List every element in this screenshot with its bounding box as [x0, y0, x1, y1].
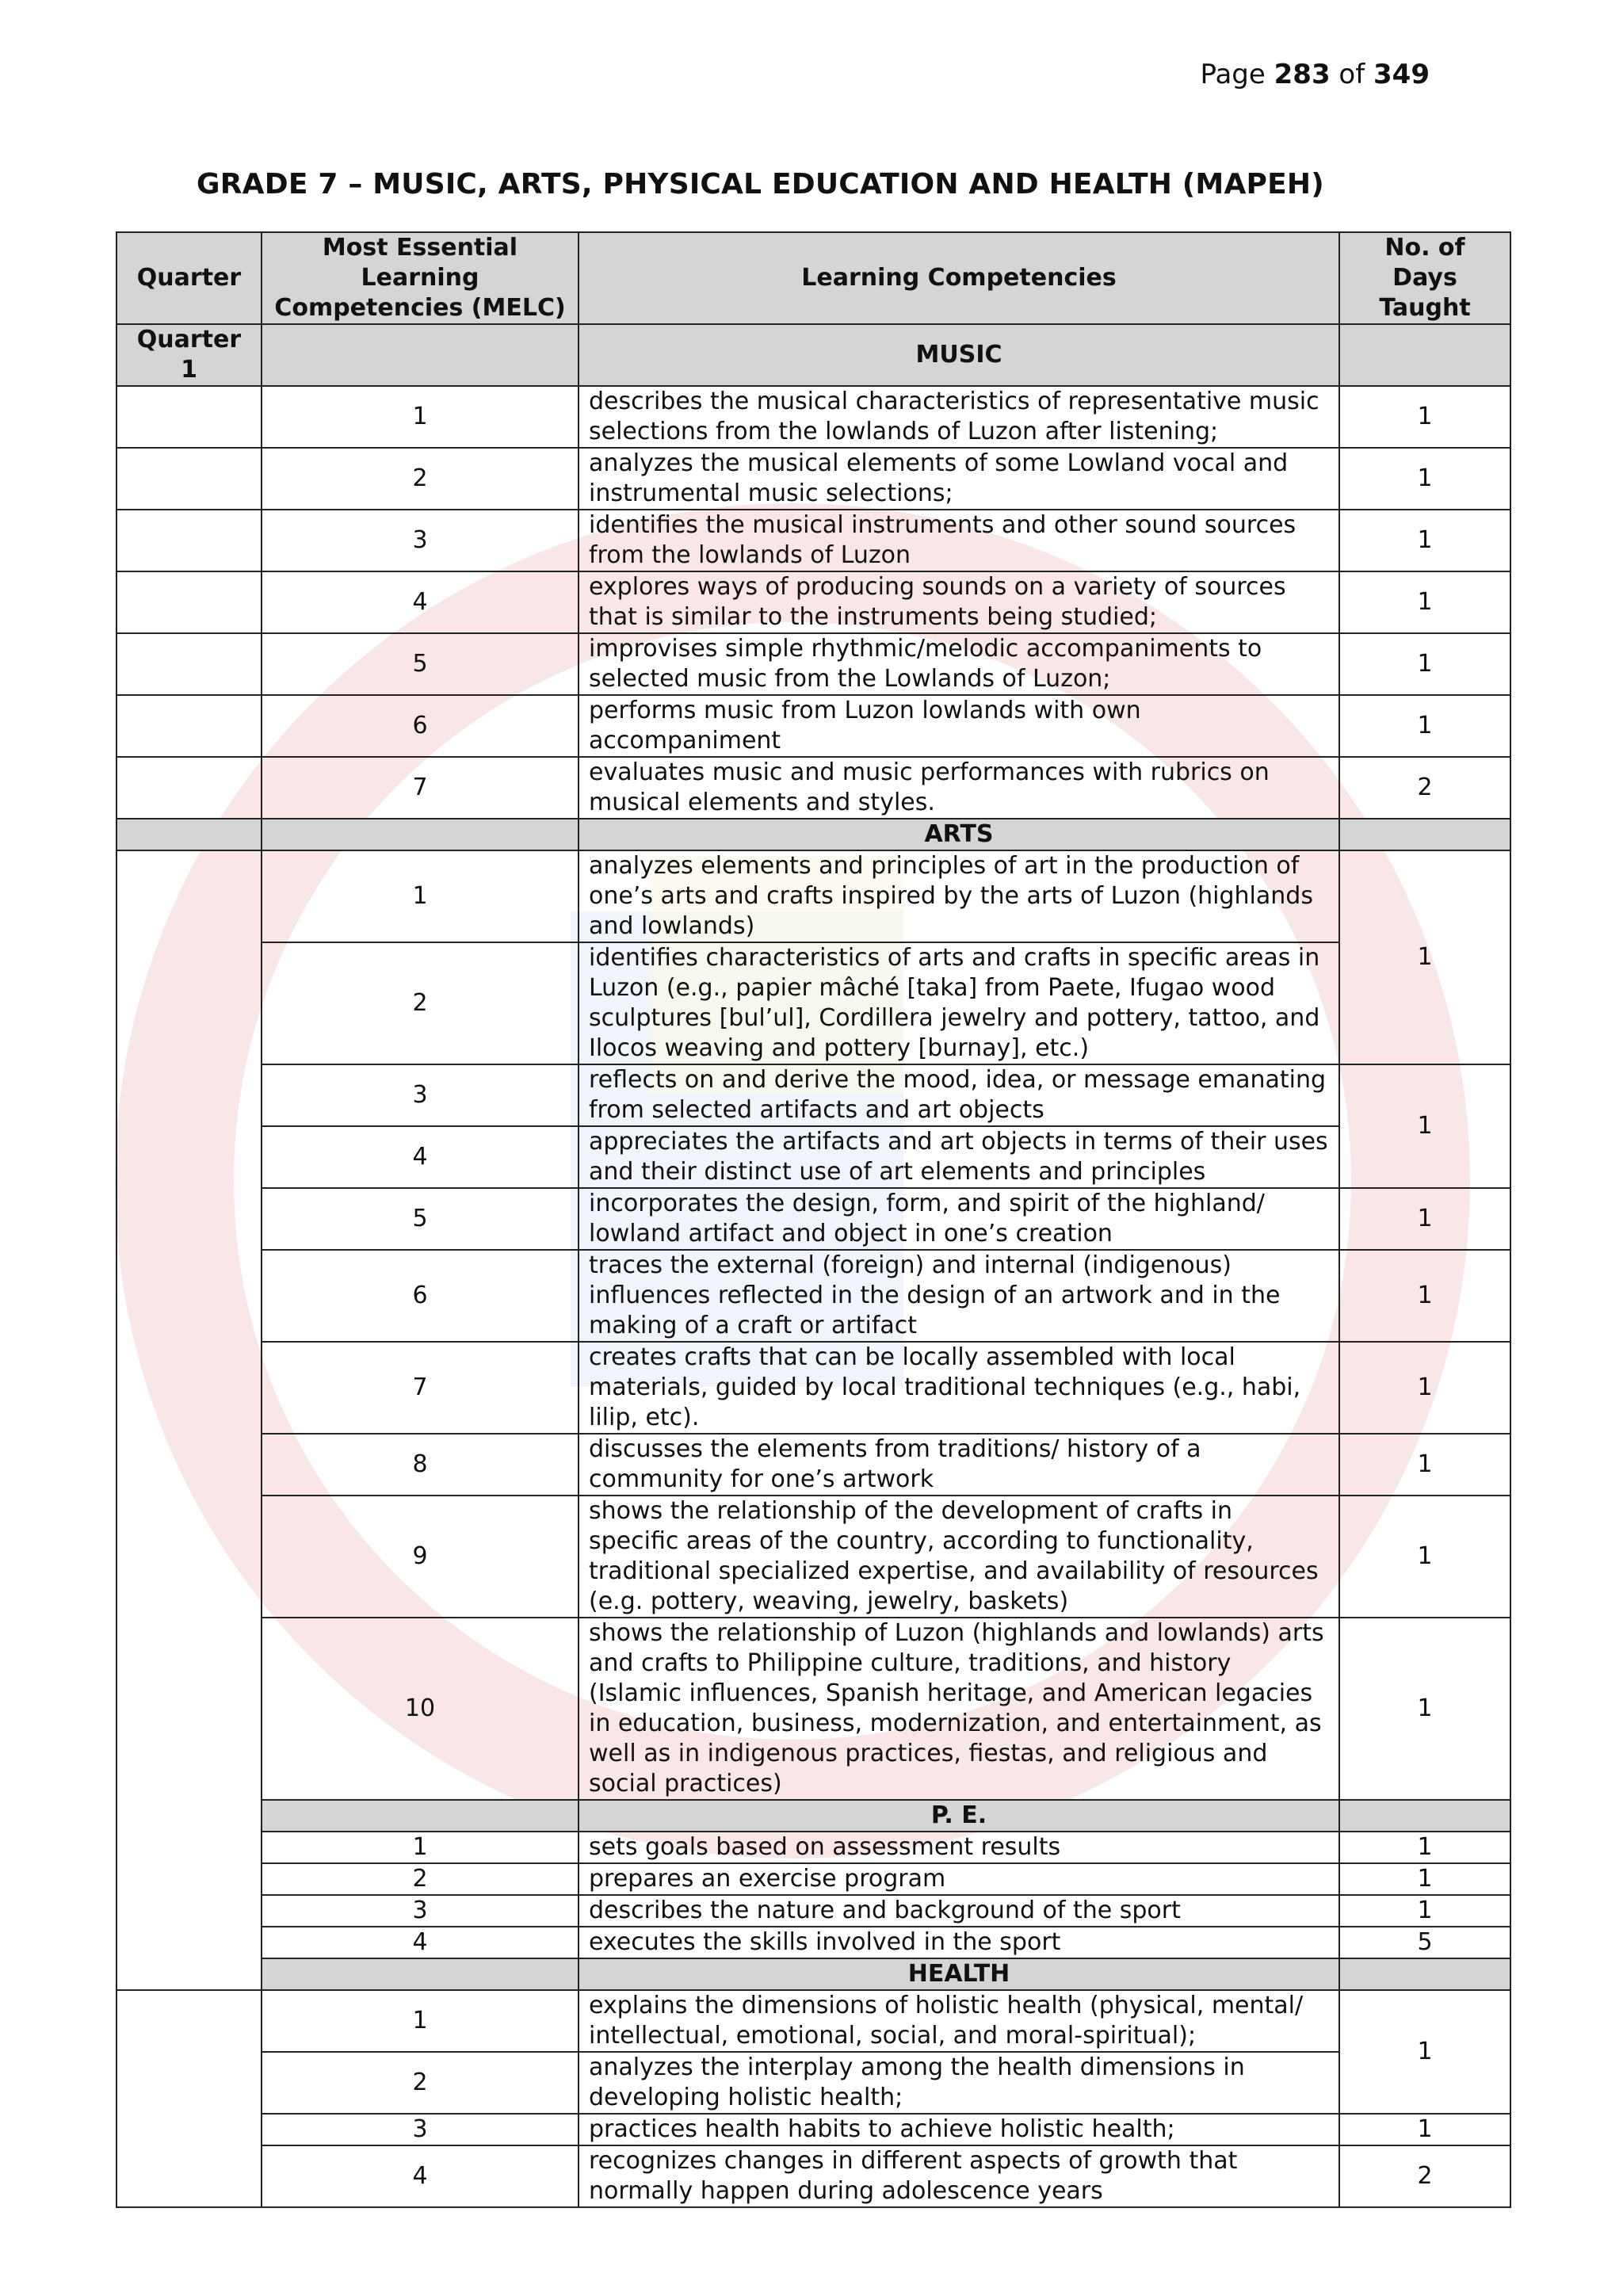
table-row: 7 creates crafts that can be locally assembled with local materials, guided by local traditional techniques (e.g., habi, lilip, etc). 1	[116, 1342, 1510, 1434]
page-number: Page 283 of 349	[1200, 59, 1430, 90]
header-quarter: Quarter	[116, 232, 262, 324]
section-row-arts	[116, 819, 1510, 850]
document-title: GRADE 7 – MUSIC, ARTS, PHYSICAL EDUCATION AND HEALTH (MAPEH)	[197, 168, 1324, 201]
table-row: 4 explores ways of producing sounds on a variety of sources that is similar to the instruments being studied; 1	[116, 571, 1510, 633]
table-row: 3 describes the nature and background of the sport 1	[116, 1895, 1510, 1927]
section-title-health: HEALTH	[579, 1958, 1339, 1990]
table-row: 1 explains the dimensions of holistic health (physical, mental/ intellectual, emotional, social, and moral-spiritual); 1	[116, 1990, 1510, 2052]
table-row: 1 sets goals based on assessment results 1	[116, 1832, 1510, 1863]
table-row: 2 analyzes the musical elements of some Lowland vocal and instrumental music selections; 1	[116, 448, 1510, 510]
table-row: 6 traces the external (foreign) and internal (indigenous) influences reflected in the design of an artwork and in the making of a craft or artifact 1	[116, 1250, 1510, 1342]
section-row-health	[116, 1958, 1510, 1990]
section-title-pe: P. E.	[579, 1800, 1339, 1832]
table-row: 2 prepares an exercise program 1	[116, 1863, 1510, 1895]
table-row: 5 incorporates the design, form, and spirit of the highland/ lowland artifact and object in one’s creation 1	[116, 1188, 1510, 1250]
table-row: 3 practices health habits to achieve holistic health; 1	[116, 2114, 1510, 2145]
section-row-pe	[116, 1800, 1510, 1832]
header-competencies: Learning Competencies	[579, 232, 1339, 324]
table-row: 2 analyzes the interplay among the health dimensions in developing holistic health;	[116, 2052, 1510, 2114]
quarter-label: Quarter 1	[116, 324, 262, 386]
table-row: 9 shows the relationship of the development of crafts in specific areas of the country, according to functionality, traditional specialized expertise, and availability of resources (e.g. pottery, weaving, jewelry, baskets) 1	[116, 1496, 1510, 1618]
header-melc: Most Essential Learning Competencies (MELC)	[262, 232, 579, 324]
table-row: 4 executes the skills involved in the sport 5	[116, 1927, 1510, 1958]
table-row: 3 reflects on and derive the mood, idea, or message emanating from selected artifacts and art objects 1	[116, 1064, 1510, 1126]
table-row: 5 improvises simple rhythmic/melodic accompaniments to selected music from the Lowlands of Luzon; 1	[116, 633, 1510, 695]
section-title-music: MUSIC	[579, 324, 1339, 386]
table-row: 6 performs music from Luzon lowlands with own accompaniment 1	[116, 695, 1510, 757]
section-title-arts: ARTS	[579, 819, 1339, 850]
table-row: 1 describes the musical characteristics of representative music selections from the lowlands of Luzon after listening; 1	[116, 386, 1510, 448]
table-row: 2 identifies characteristics of arts and crafts in specific areas in Luzon (e.g., papier mâché [taka] from Paete, Ifugao wood sculptures [bul’ul], Cordillera jewelry and pottery, tattoo, and Ilocos weaving and pottery [burnay], etc.)	[116, 942, 1510, 1064]
table-row: 1 analyzes elements and principles of art in the production of one’s arts and crafts inspired by the arts of Luzon (highlands and lowlands) 1	[116, 850, 1510, 942]
header-days: No. of Days Taught	[1339, 232, 1510, 324]
table-row: 4 recognizes changes in different aspects of growth that normally happen during adolescence years 2	[116, 2145, 1510, 2207]
section-row-music	[116, 324, 1510, 386]
table-row: 7 evaluates music and music performances with rubrics on musical elements and styles. 2	[116, 757, 1510, 819]
table-row: 4 appreciates the artifacts and art objects in terms of their uses and their distinct use of art elements and principles	[116, 1126, 1510, 1188]
table-row: 3 identifies the musical instruments and other sound sources from the lowlands of Luzon 1	[116, 510, 1510, 571]
melc-table	[116, 231, 1511, 2208]
table-row: 10 shows the relationship of Luzon (highlands and lowlands) arts and crafts to Philippine culture, traditions, and history (Islamic influences, Spanish heritage, and American legacies in education, business, modernization, and entertainment, as well as in indigenous practices, fiestas, and religious and social practices) 1	[116, 1618, 1510, 1800]
table-row: 8 discusses the elements from traditions/ history of a community for one’s artwork 1	[116, 1434, 1510, 1496]
